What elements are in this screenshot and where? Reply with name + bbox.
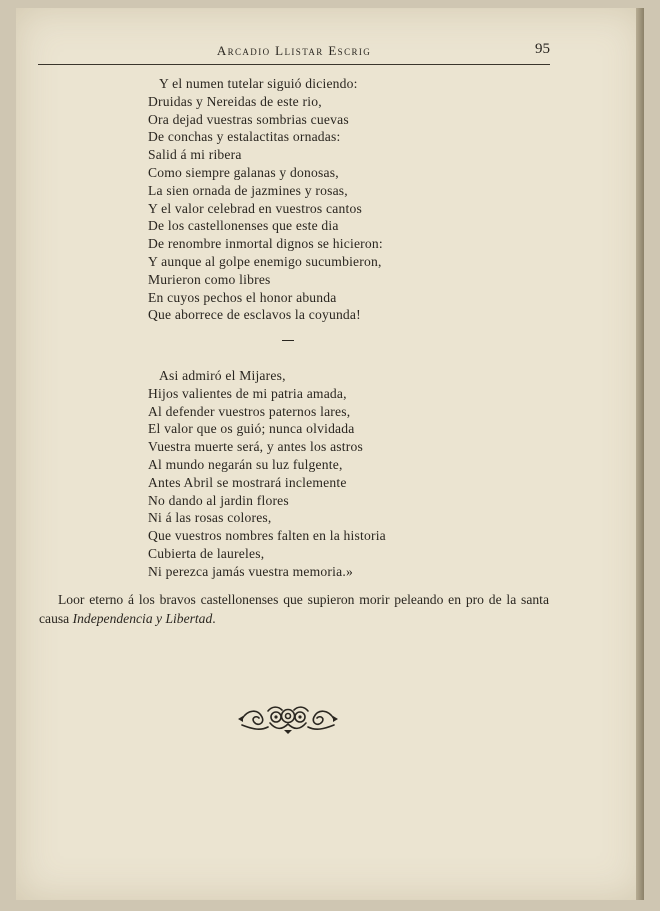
poem-line: Hijos valientes de mi patria amada, xyxy=(148,385,347,401)
poem-line: Que aborrece de esclavos la coyunda! xyxy=(148,307,361,323)
poem-line: Y el valor celebrad en vuestros cantos xyxy=(148,200,362,216)
poem-line: Asi admiró el Mijares, xyxy=(159,368,286,383)
poem-line: Al mundo negarán su luz fulgente, xyxy=(148,456,343,472)
stanza-separator xyxy=(282,340,294,341)
poem-line: Ni perezca jamás vuestra memoria.» xyxy=(148,563,353,579)
poem-line: Como siempre galanas y donosas, xyxy=(148,164,339,180)
poem-line: Cubierta de laureles, xyxy=(148,545,265,561)
poem-line: Que vuestros nombres falten en la historia xyxy=(148,528,386,544)
poem-line: Druidas y Nereidas de este rio, xyxy=(148,93,322,109)
poem-line: De conchas y estalactitas ornadas: xyxy=(148,129,341,145)
poem-line: El valor que os guió; nunca olvidada xyxy=(148,421,355,437)
running-head: Arcadio Llistar Escrig xyxy=(216,43,372,58)
closing-paragraph xyxy=(39,590,549,628)
page-header xyxy=(38,40,550,62)
poem-line: En cuyos pechos el honor abunda xyxy=(148,289,337,305)
poem-line: Al defender vuestros paternos lares, xyxy=(148,403,351,419)
poem-stanza-2 xyxy=(148,367,386,581)
poem-line: Vuestra muerte será, y antes los astros xyxy=(148,439,363,455)
poem-line: De renombre inmortal dignos se hicieron: xyxy=(148,236,383,252)
poem-stanza-1 xyxy=(148,75,383,324)
page-spine-shadow xyxy=(636,8,644,900)
poem-line: No dando al jardin flores xyxy=(148,492,289,508)
poem-line: La sien ornada de jazmines y rosas, xyxy=(148,182,348,198)
poem-line: De los castellonenses que este dia xyxy=(148,218,339,234)
floral-tailpiece-icon xyxy=(238,703,338,735)
poem-line: Y el numen tutelar siguió diciendo: xyxy=(159,76,358,91)
page-number: 95 xyxy=(535,41,550,57)
closing-text: Loor eterno á los bravos castellonenses que supieron morir peleando en pro de la santa causa xyxy=(39,592,549,626)
poem-line: Salid á mi ribera xyxy=(148,147,242,163)
poem-line: Ni á las rosas colores, xyxy=(148,510,272,526)
poem-line: Y aunque al golpe enemigo sucumbieron, xyxy=(148,253,382,269)
poem-line: Antes Abril se mostrará inclemente xyxy=(148,474,347,490)
header-rule xyxy=(38,64,550,65)
poem-line: Ora dejad vuestras sombrias cuevas xyxy=(148,111,349,127)
closing-end: . xyxy=(212,611,216,626)
closing-emphasis: Independencia y Libertad xyxy=(72,611,213,626)
poem-line: Murieron como libres xyxy=(148,271,271,287)
